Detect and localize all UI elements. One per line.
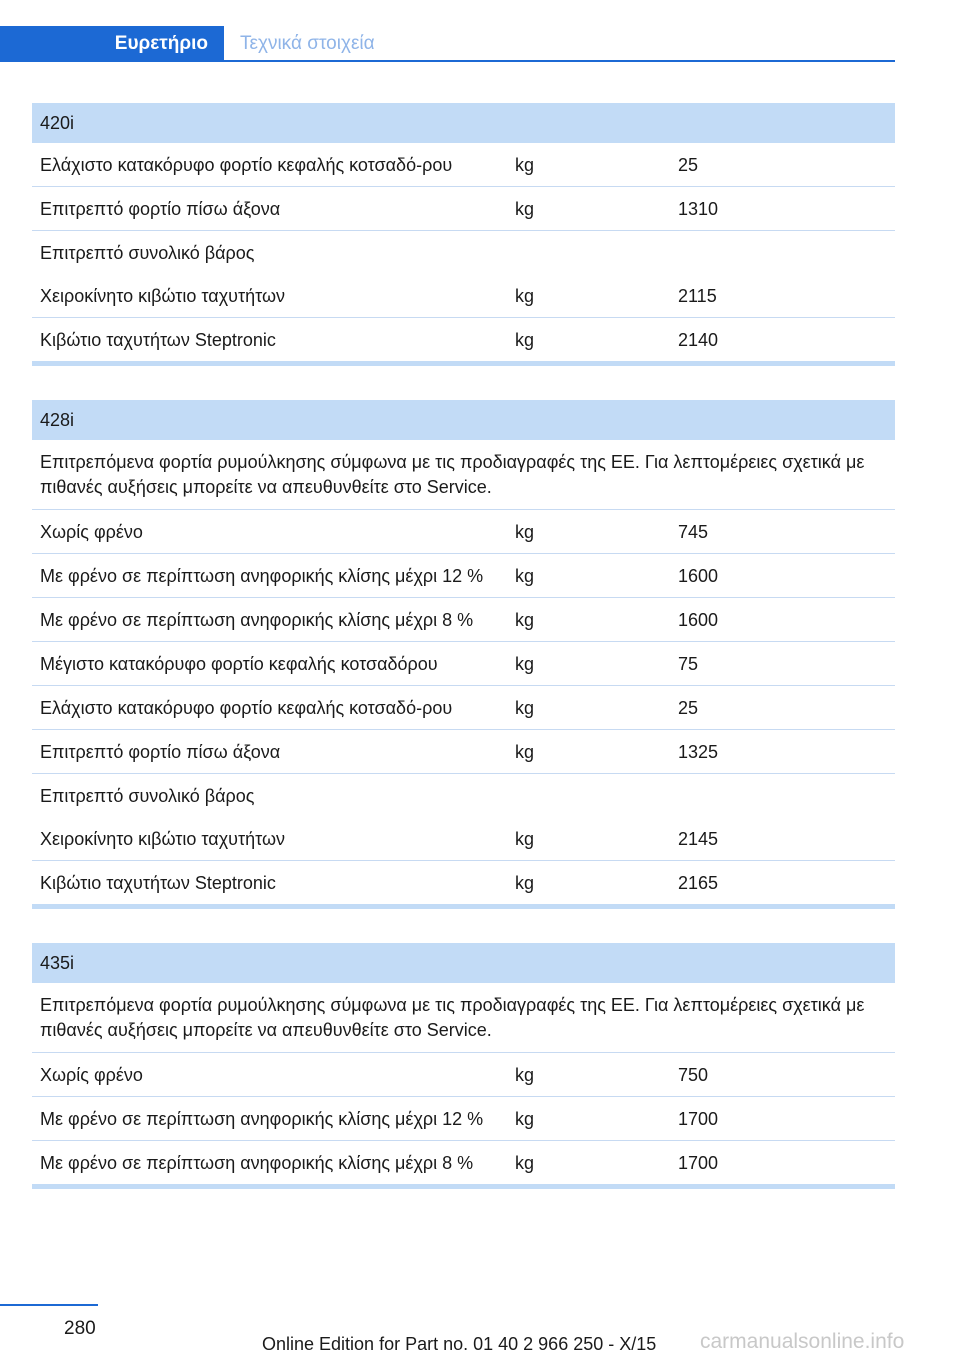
cell-label: Με φρένο σε περίπτωση ανηφορικής κλίσης μέχρι 12 % (40, 566, 484, 586)
cell-label: Με φρένο σε περίπτωση ανηφορικής κλίσης μέχρι 8 % (40, 1153, 474, 1173)
cell-unit: kg (515, 286, 535, 306)
table-row (32, 774, 895, 817)
cell-value (678, 241, 895, 265)
table-note: Επιτρεπόμενα φορτία ρυμούλκησης σύμφωνα με τις προδιαγραφές της ΕΕ. Για λεπτομέρειες σχετικά με πιθανές αυξήσεις μπορείτε να απευθυνθείτε στο Service. (32, 440, 895, 510)
table-row (32, 817, 895, 861)
cell-unit: kg (515, 610, 535, 630)
spec-table (32, 943, 895, 1189)
cell-label: Ελάχιστο κατακόρυφο φορτίο κεφαλής κοτσαδό-ρου (40, 155, 453, 175)
spec-tables (32, 103, 895, 1223)
cell-value: 75 (678, 654, 699, 674)
cell-unit: kg (515, 654, 535, 674)
cell-value: 745 (678, 522, 709, 542)
header-tab-bar (0, 26, 895, 62)
cell-value: 2115 (678, 286, 717, 306)
cell-unit: kg (515, 199, 535, 219)
cell-label: Χωρίς φρένο (40, 1065, 143, 1085)
cell-label: Επιτρεπτό συνολικό βάρος (40, 243, 255, 263)
table-row (32, 187, 895, 231)
cell-label: Κιβώτιο ταχυτήτων Steptronic (40, 873, 276, 893)
table-row (32, 274, 895, 318)
cell-unit: kg (515, 566, 535, 586)
cell-unit: kg (515, 829, 535, 849)
table-note: Επιτρεπόμενα φορτία ρυμούλκησης σύμφωνα με τις προδιαγραφές της ΕΕ. Για λεπτομέρειες σχετικά με πιθανές αυξήσεις μπορείτε να απευθυνθείτε στο Service. (32, 983, 895, 1053)
page-number: 280 (64, 1318, 96, 1339)
cell-value: 1700 (678, 1109, 719, 1129)
cell-value: 2140 (678, 330, 719, 350)
table-row (32, 1053, 895, 1097)
cell-value: 1325 (678, 742, 719, 762)
cell-value: 1700 (678, 1153, 719, 1173)
cell-value: 2145 (678, 829, 719, 849)
table-title: 420i (32, 103, 895, 143)
cell-unit: kg (515, 698, 535, 718)
table-row (32, 231, 895, 274)
table-row (32, 861, 895, 904)
table-row (32, 598, 895, 642)
cell-unit: kg (515, 742, 535, 762)
cell-value (678, 784, 895, 808)
cell-unit: kg (515, 330, 535, 350)
cell-label: Με φρένο σε περίπτωση ανηφορικής κλίσης μέχρι 8 % (40, 610, 474, 630)
spec-table (32, 400, 895, 909)
tab-index[interactable]: Ευρετήριο (0, 26, 224, 62)
cell-unit: kg (515, 522, 535, 542)
cell-unit: kg (515, 1065, 535, 1085)
cell-label: Επιτρεπτό φορτίο πίσω άξονα (40, 742, 281, 762)
cell-label: Χειροκίνητο κιβώτιο ταχυτήτων (40, 286, 286, 306)
tab-technical-data[interactable]: Τεχνικά στοιχεία (240, 33, 375, 54)
cell-unit: kg (515, 1109, 535, 1129)
cell-label: Με φρένο σε περίπτωση ανηφορικής κλίσης μέχρι 12 % (40, 1109, 484, 1129)
table-row (32, 642, 895, 686)
cell-value: 1600 (678, 610, 719, 630)
cell-unit (515, 241, 678, 265)
table-row (32, 1141, 895, 1184)
table-title: 435i (32, 943, 895, 983)
cell-value: 2165 (678, 873, 719, 893)
table-row (32, 554, 895, 598)
cell-unit: kg (515, 155, 535, 175)
table-row (32, 730, 895, 774)
cell-value: 1310 (678, 199, 719, 219)
table-row (32, 318, 895, 361)
table-title: 428i (32, 400, 895, 440)
table-row (32, 510, 895, 554)
cell-label: Επιτρεπτό φορτίο πίσω άξονα (40, 199, 281, 219)
cell-label: Επιτρεπτό συνολικό βάρος (40, 786, 255, 806)
cell-unit: kg (515, 873, 535, 893)
cell-value: 750 (678, 1065, 709, 1085)
cell-label: Κιβώτιο ταχυτήτων Steptronic (40, 330, 276, 350)
cell-label: Ελάχιστο κατακόρυφο φορτίο κεφαλής κοτσαδό-ρου (40, 698, 453, 718)
table-row (32, 1097, 895, 1141)
edition-text: Online Edition for Part no. 01 40 2 966 250 - X/15 (262, 1334, 657, 1354)
watermark: carmanualsonline.info (700, 1330, 905, 1353)
cell-unit (515, 784, 678, 808)
spec-table (32, 103, 895, 366)
cell-label: Μέγιστο κατακόρυφο φορτίο κεφαλής κοτσαδόρου (40, 654, 438, 674)
table-row (32, 686, 895, 730)
cell-label: Χειροκίνητο κιβώτιο ταχυτήτων (40, 829, 286, 849)
cell-unit: kg (515, 1153, 535, 1173)
cell-value: 1600 (678, 566, 719, 586)
footer-divider (0, 1304, 98, 1306)
table-row (32, 143, 895, 187)
cell-label: Χωρίς φρένο (40, 522, 143, 542)
cell-value: 25 (678, 155, 699, 175)
cell-value: 25 (678, 698, 699, 718)
